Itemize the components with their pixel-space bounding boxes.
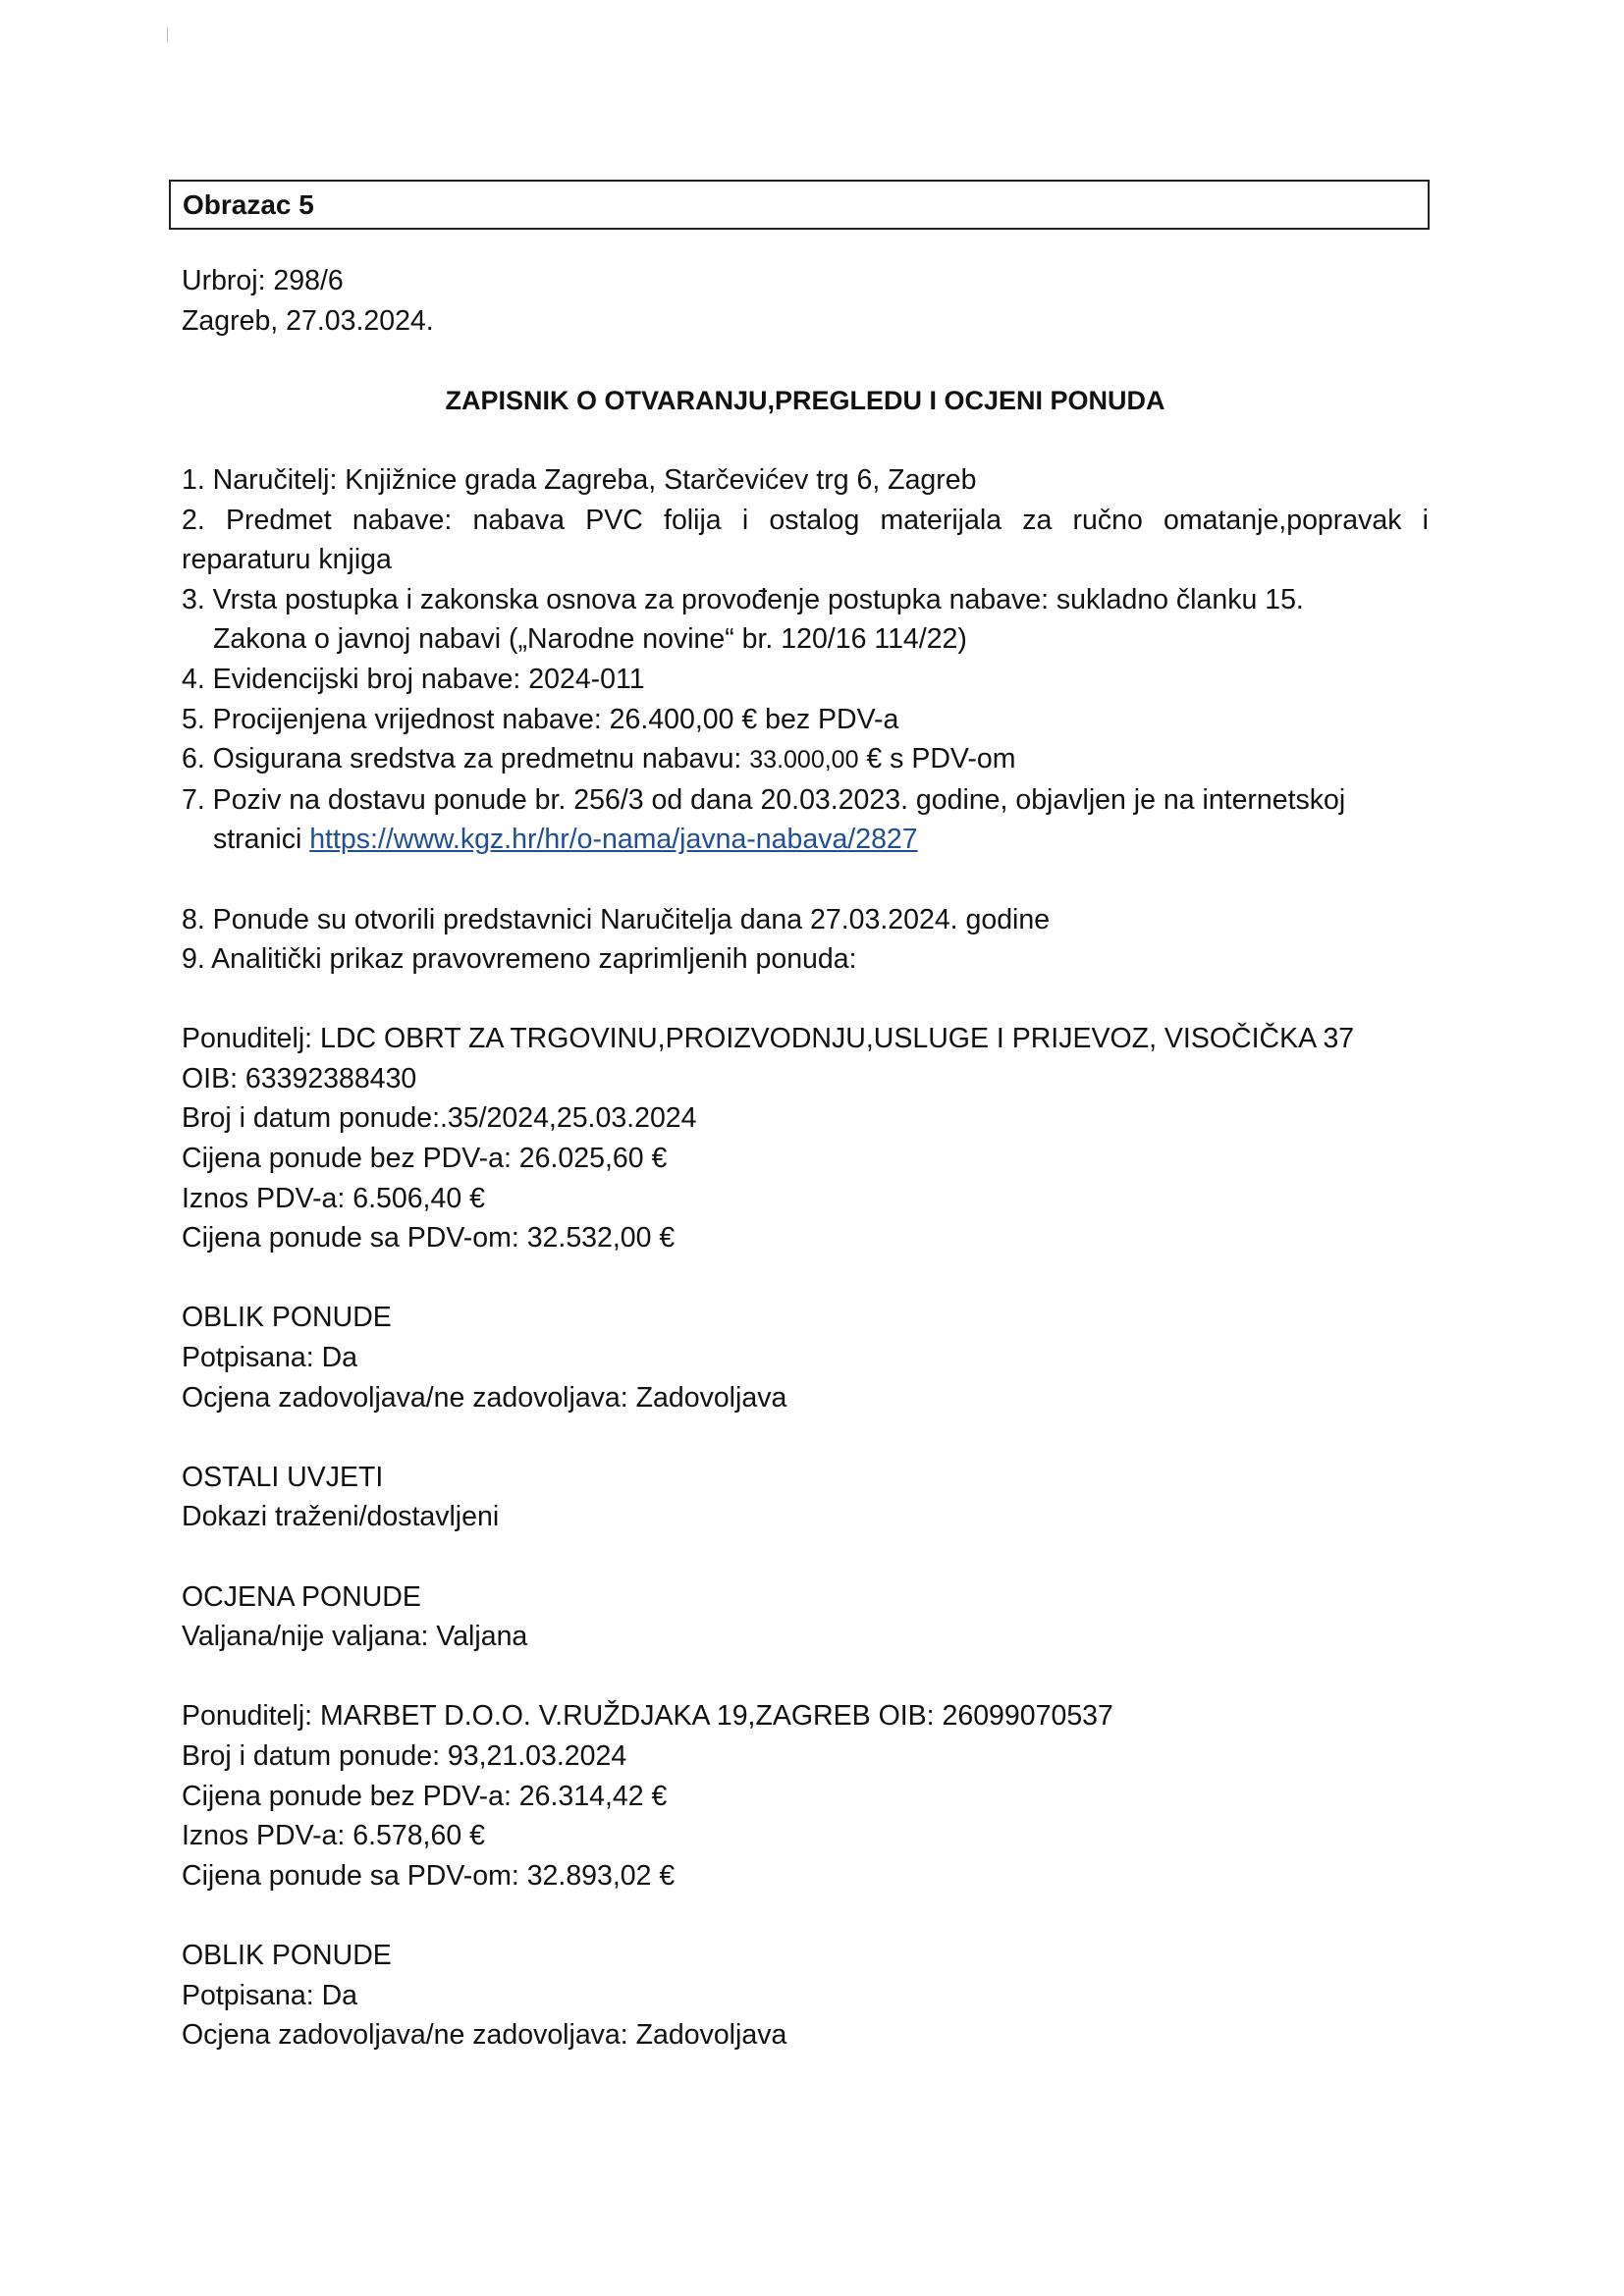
item-9: 9. Analitički prikaz pravovremeno zaprimljenih ponuda: bbox=[182, 943, 857, 976]
offer-2-vat: Iznos PDV-a: 6.578,60 € bbox=[182, 1820, 485, 1852]
offer-1-bidder: Ponuditelj: LDC OBRT ZA TRGOVINU,PROIZVODNJU,USLUGE I PRIJEVOZ, VISOČIČKA 37 bbox=[182, 1023, 1355, 1055]
place-date: Zagreb, 27.03.2024. bbox=[182, 304, 434, 337]
document-title: ZAPISNIK O OTVARANJU,PREGLEDU I OCJENI PONUDA bbox=[445, 385, 1165, 415]
offer-1-form-heading: OBLIK PONUDE bbox=[182, 1302, 392, 1334]
item-7-line-2 bbox=[182, 820, 1429, 860]
item-1: 1. Naručitelj: Knjižnice grada Zagreba, Starčevićev trg 6, Zagreb bbox=[182, 463, 977, 496]
offer-2-assessment: Ocjena zadovoljava/ne zadovoljava: Zadovoljava bbox=[182, 2019, 787, 2052]
offer-1-number-date: Broj i datum ponude:.35/2024,25.03.2024 bbox=[182, 1102, 697, 1135]
item-7-line-1: 7. Poziv na dostavu ponude br. 256/3 od dana 20.03.2023. godine, objavljen je na internetskoj bbox=[182, 783, 1346, 816]
item-5: 5. Procijenjena vrijednost nabave: 26.400,00 € bez PDV-a bbox=[182, 703, 899, 735]
offer-1-oib: OIB: 63392388430 bbox=[182, 1062, 417, 1095]
offer-2-number-date: Broj i datum ponude: 93,21.03.2024 bbox=[182, 1739, 627, 1772]
document-body bbox=[182, 261, 1429, 2056]
offer-1-vat: Iznos PDV-a: 6.506,40 € bbox=[182, 1182, 485, 1214]
offer-2-signed: Potpisana: Da bbox=[182, 1979, 358, 2011]
item-6 bbox=[182, 739, 1429, 780]
form-label-box bbox=[169, 180, 1430, 230]
offer-1-evidence: Dokazi traženi/dostavljeni bbox=[182, 1501, 500, 1533]
item-6-suffix: € s PDV-om bbox=[858, 743, 1016, 775]
offer-2-form-heading: OBLIK PONUDE bbox=[182, 1939, 392, 1971]
item-2-line-2: reparaturu knjiga bbox=[182, 544, 392, 576]
item-6-label: 6. Osigurana sredstva za predmetnu nabavu: bbox=[182, 743, 750, 775]
offer-1-valid: Valjana/nije valjana: Valjana bbox=[182, 1621, 528, 1653]
offer-2-bidder: Ponuditelj: MARBET D.O.O. V.RUŽDJAKA 19,ZAGREB OIB: 26099070537 bbox=[182, 1700, 1113, 1733]
scan-artifact bbox=[167, 27, 168, 41]
item-2-line-1: 2. Predmet nabave: nabava PVC folija i ostalog materijala za ručno omatanje,popravak i bbox=[182, 504, 1429, 536]
item-6-value: 33.000,00 bbox=[749, 746, 859, 774]
item-3-line-2: Zakona o javnoj nabavi („Narodne novine“ br. 120/16 114/22) bbox=[213, 623, 967, 656]
item-7-prefix: stranici bbox=[213, 824, 310, 856]
offer-1-price-no-vat: Cijena ponude bez PDV-a: 26.025,60 € bbox=[182, 1143, 668, 1175]
urbroj: Urbroj: 298/6 bbox=[182, 265, 344, 296]
item-4: 4. Evidencijski broj nabave: 2024-011 bbox=[182, 663, 645, 695]
form-label: Obrazac 5 bbox=[183, 189, 314, 220]
offer-2-price-with-vat: Cijena ponude sa PDV-om: 32.893,02 € bbox=[182, 1859, 676, 1892]
item-8: 8. Ponude su otvorili predstavnici Naručitelja dana 27.03.2024. godine bbox=[182, 903, 1051, 935]
offer-1-price-with-vat: Cijena ponude sa PDV-om: 32.532,00 € bbox=[182, 1222, 676, 1255]
offer-1-signed: Potpisana: Da bbox=[182, 1342, 358, 1374]
procurement-link[interactable]: https://www.kgz.hr/hr/o-nama/javna-nabava/2827 bbox=[309, 824, 918, 856]
offer-1-assessment: Ocjena zadovoljava/ne zadovoljava: Zadovoljava bbox=[182, 1381, 787, 1414]
item-3-line-1: 3. Vrsta postupka i zakonska osnova za provođenje postupka nabave: sukladno članku 15. bbox=[182, 583, 1304, 615]
offer-1-rating-heading: OCJENA PONUDE bbox=[182, 1580, 421, 1613]
offer-2-price-no-vat: Cijena ponude bez PDV-a: 26.314,42 € bbox=[182, 1780, 668, 1812]
offer-1-other-heading: OSTALI UVJETI bbox=[182, 1461, 384, 1493]
